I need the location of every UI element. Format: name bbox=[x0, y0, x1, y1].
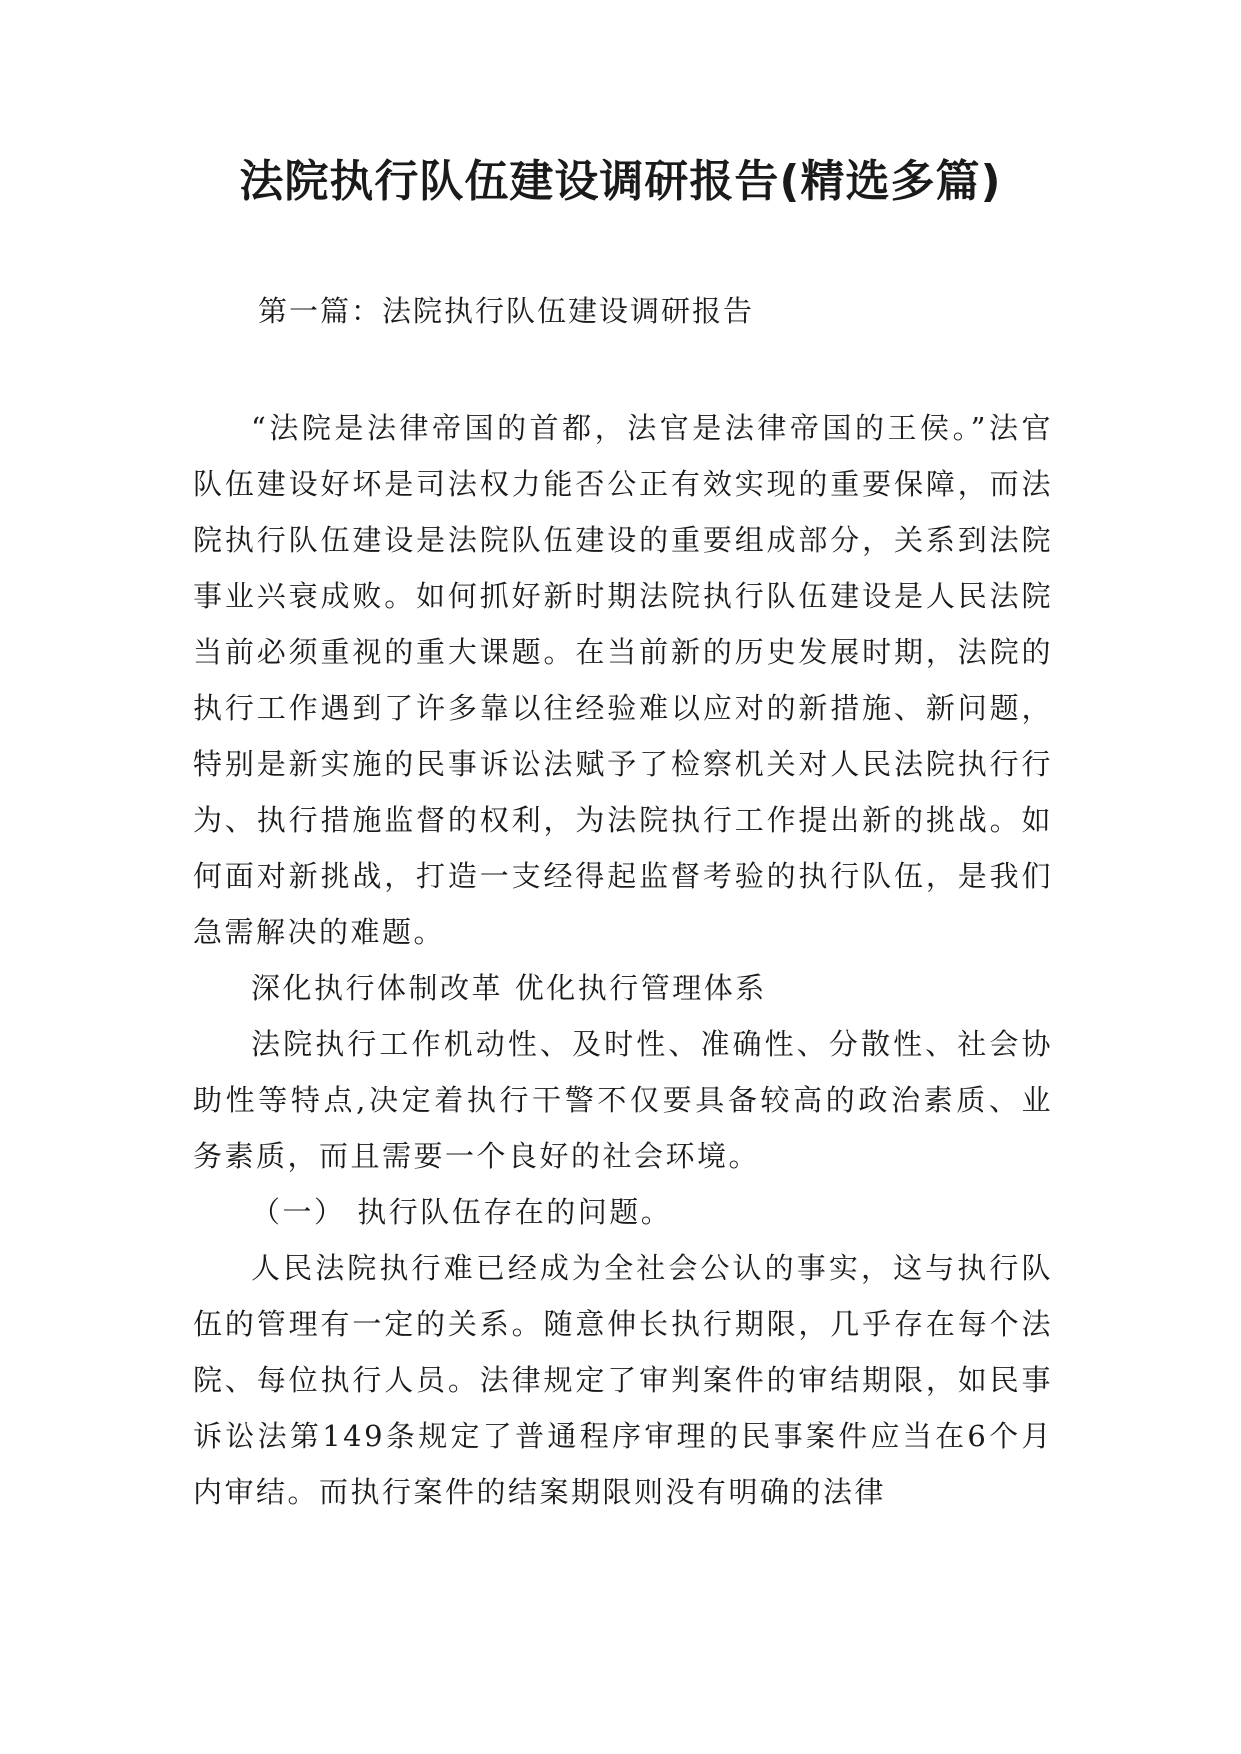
body-paragraph-features: 法院执行工作机动性、及时性、准确性、分散性、社会协助性等特点,决定着执行干警不仅要具备较高的政治素质、业务素质，而且需要一个良好的社会环境。 bbox=[193, 1027, 1053, 1173]
subheading-problems: （一） 执行队伍存在的问题。 bbox=[251, 1195, 673, 1229]
body-paragraph-problems: 人民法院执行难已经成为全社会公认的事实，这与执行队伍的管理有一定的关系。随意伸长执行期限，几乎存在每个法院、每位执行人员。法律规定了审判案件的审结期限，如民事诉讼法第149条规定了普通程序审理的民事案件应当在6个月内审结。而执行案件的结案期限则没有明确的法律 bbox=[193, 1251, 1053, 1509]
document-title: 法院执行队伍建设调研报告(精选多篇) bbox=[239, 156, 1002, 207]
document-body bbox=[193, 400, 1053, 1520]
section-heading: 第一篇：法院执行队伍建设调研报告 bbox=[258, 294, 755, 328]
subheading-reform: 深化执行体制改革 优化执行管理体系 bbox=[251, 971, 767, 1005]
body-paragraph-intro: “法院是法律帝国的首都，法官是法律帝国的王侯。”法官队伍建设好坏是司法权力能否公正有效实现的重要保障，而法院执行队伍建设是法院队伍建设的重要组成部分，关系到法院事业兴衰成败。如何抓好新时期法院执行队伍建设是人民法院当前必须重视的重大课题。在当前新的历史发展时期，法院的执行工作遇到了许多靠以往经验难以应对的新措施、新问题，特别是新实施的民事诉讼法赋予了检察机关对人民法院执行行为、执行措施监督的权利，为法院执行工作提出新的挑战。如何面对新挑战，打造一支经得起监督考验的执行队伍，是我们急需解决的难题。 bbox=[193, 411, 1053, 949]
